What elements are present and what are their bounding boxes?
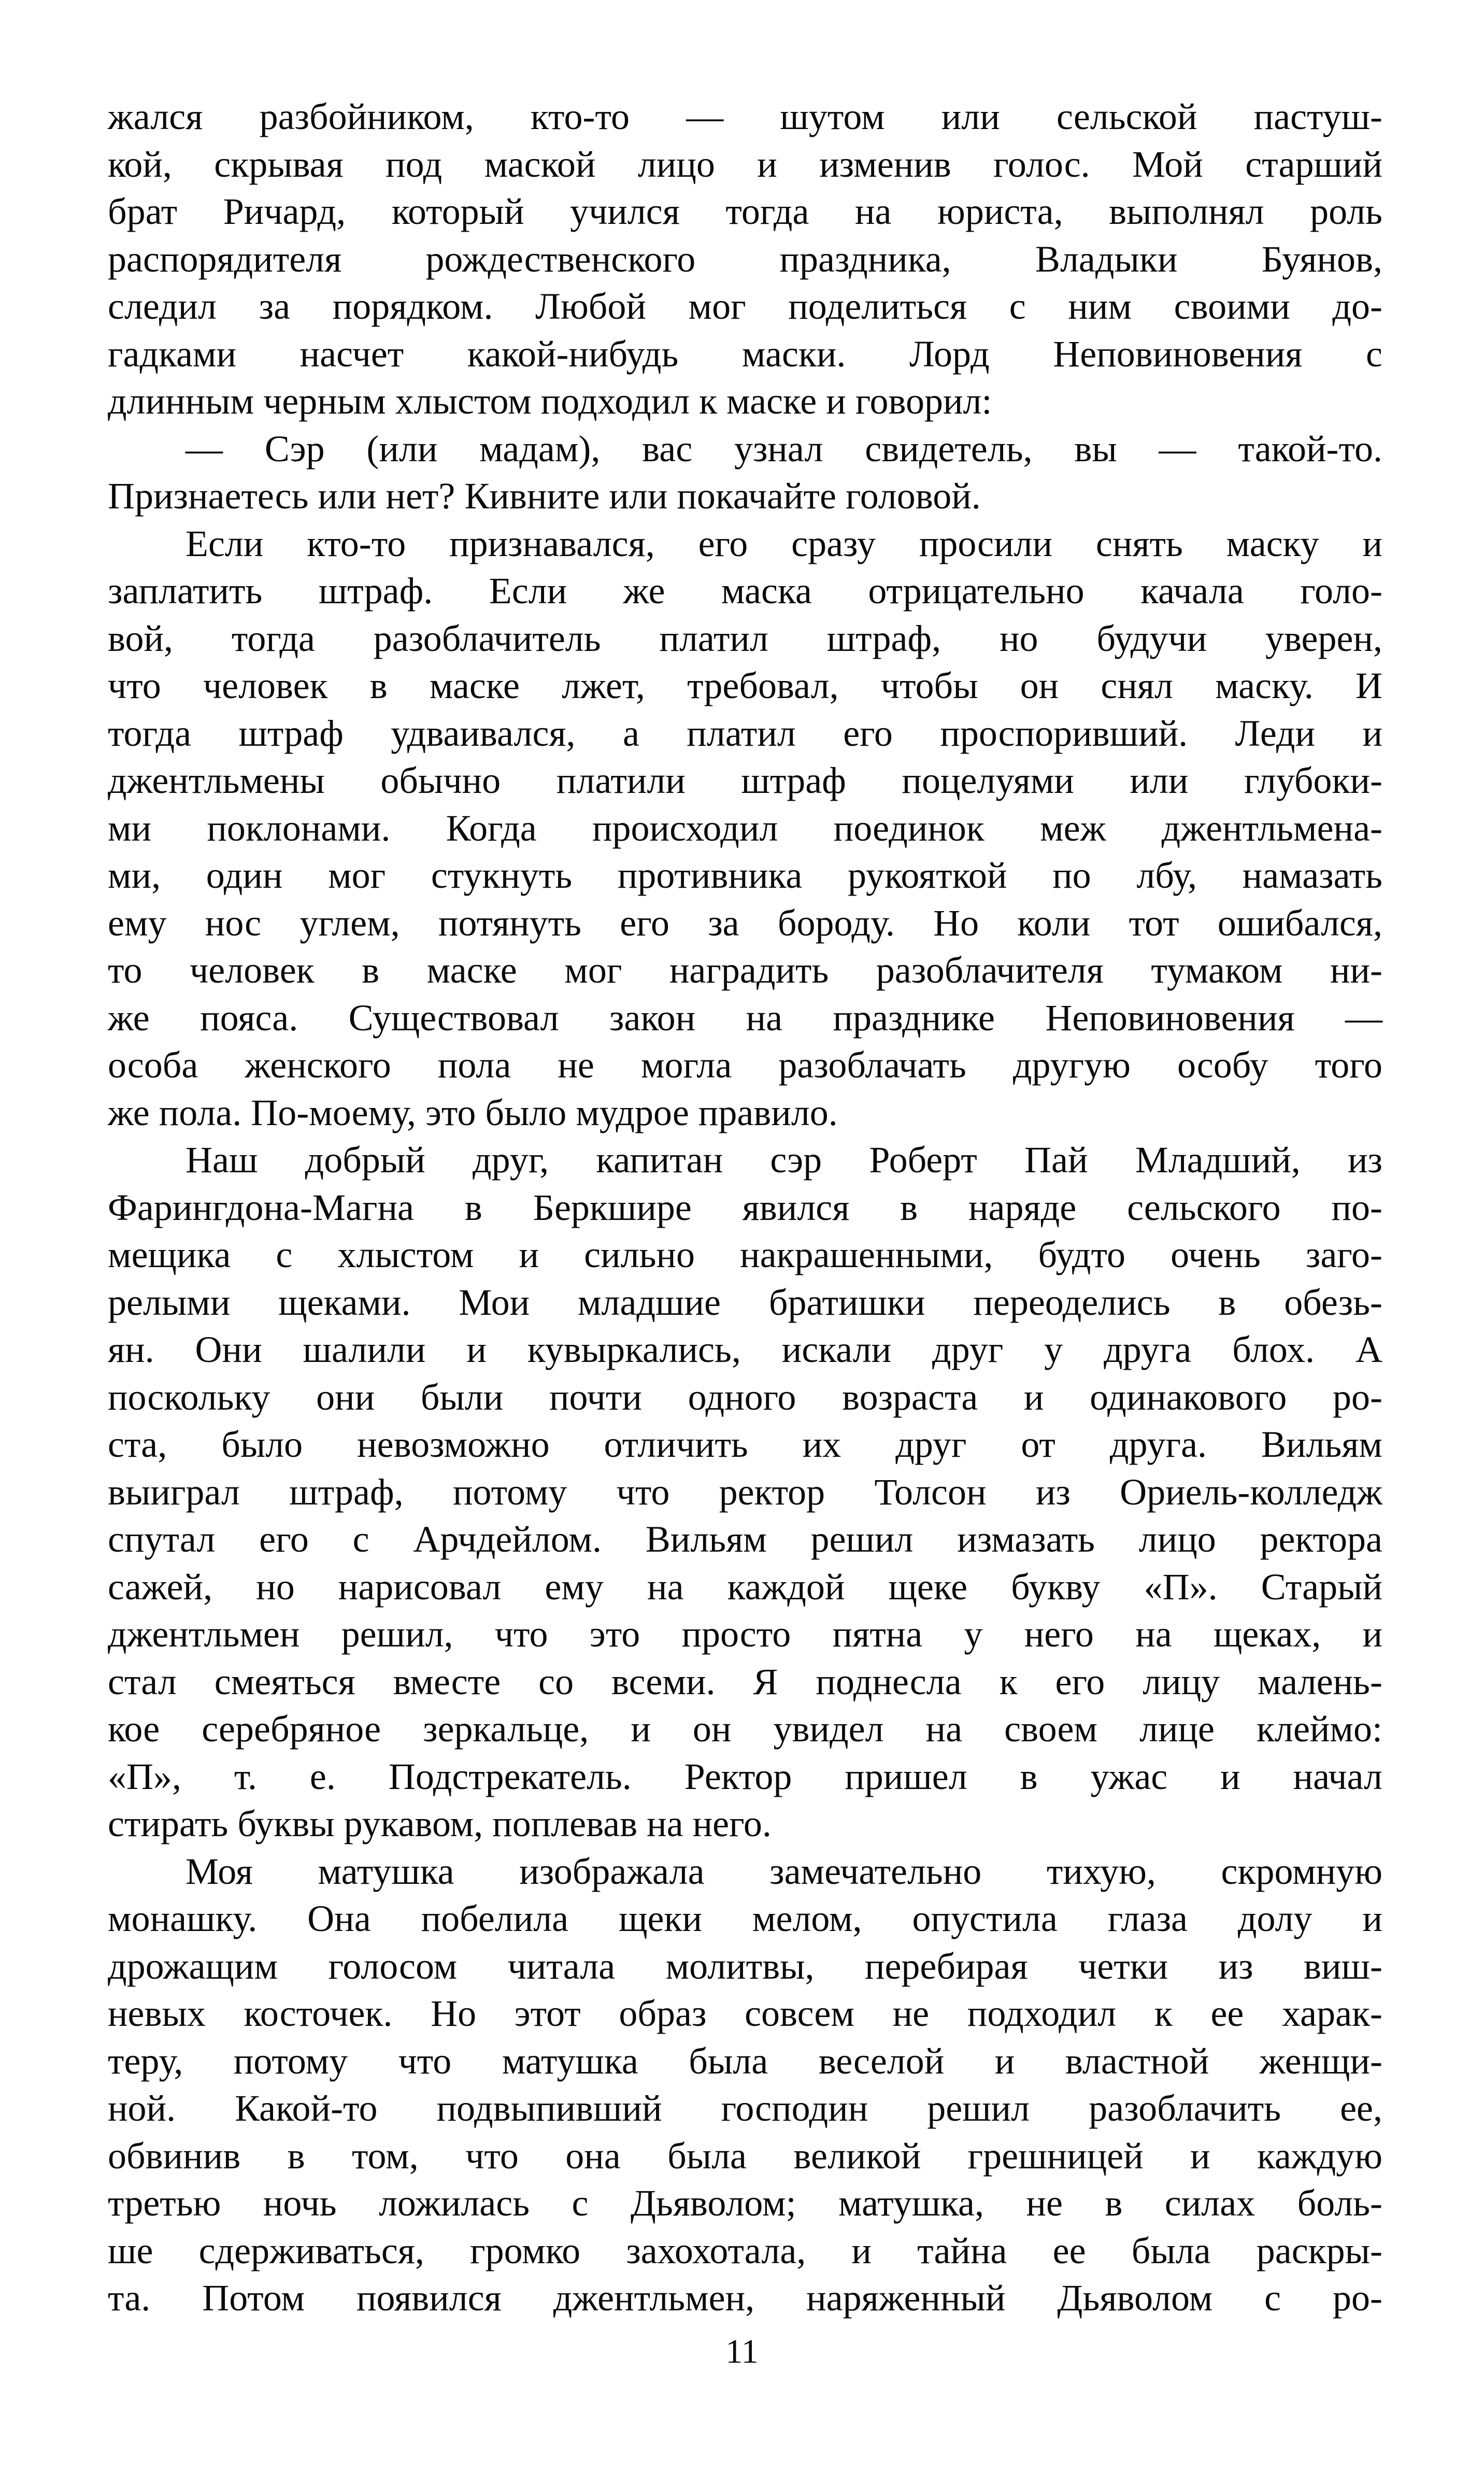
text-line: же пола. По-моему, это было мудрое правило.: [108, 1091, 838, 1133]
text-line: сажей, но нарисовал ему на каждой щеке букву «П». Старый: [108, 1566, 1382, 1608]
text-line: выиграл штраф, потому что ректор Толсон из Ориель-колледж: [108, 1471, 1382, 1513]
text-line: третью ночь ложилась с Дьяволом; матушка, не в силах боль-: [108, 2182, 1382, 2224]
text-line: ми, один мог стукнуть противника рукояткой по лбу, намазать: [108, 855, 1382, 896]
text-line: ему нос углем, потянуть его за бороду. Но коли тот ошибался,: [108, 902, 1382, 944]
text-line: «П», т. е. Подстрекатель. Ректор пришел в ужас и начал: [108, 1755, 1382, 1797]
text-line: заплатить штраф. Если же маска отрицательно качала голо-: [108, 570, 1382, 612]
text-line: невых косточек. Но этот образ совсем не подходил к ее харак-: [108, 1993, 1382, 2034]
text-line: поскольку они были почти одного возраста и одинакового ро-: [108, 1376, 1382, 1418]
text-line: что человек в маске лжет, требовал, чтобы он снял маску. И: [108, 665, 1382, 706]
paragraph: [108, 520, 1382, 1137]
text-line: дрожащим голосом читала молитвы, перебирая четки из виш-: [108, 1945, 1382, 1987]
text-line: джентльмены обычно платили штраф поцелуями или глубоки-: [108, 760, 1382, 801]
text-line: Наш добрый друг, капитан сэр Роберт Пай Младший, из: [186, 1139, 1382, 1181]
paragraph: [108, 425, 1382, 520]
page-body: [108, 93, 1382, 2322]
text-line: ми поклонами. Когда происходил поединок меж джентльмена-: [108, 807, 1382, 849]
text-line: ста, было невозможно отличить их друг от друга. Вильям: [108, 1424, 1382, 1465]
text-line: жался разбойником, кто-то — шутом или сельской пастуш-: [108, 96, 1382, 137]
text-line: вой, тогда разоблачитель платил штраф, но будучи уверен,: [108, 617, 1382, 659]
text-line: стирать буквы рукавом, поплевав на него.: [108, 1803, 772, 1844]
text-line: обвинив в том, что она была великой грешницей и каждую: [108, 2135, 1382, 2177]
text-line: монашку. Она побелила щеки мелом, опустила глаза долу и: [108, 1898, 1382, 1939]
paragraph: [108, 93, 1382, 425]
text-line: ше сдерживаться, громко захохотала, и тайна ее была раскры-: [108, 2230, 1382, 2271]
paragraph: [108, 1137, 1382, 1848]
text-line: брат Ричард, который учился тогда на юриста, выполнял роль: [108, 191, 1382, 232]
text-line: ной. Какой-то подвыпивший господин решил разоблачить ее,: [108, 2088, 1382, 2129]
text-line: Фарингдона-Магна в Беркшире явился в наряде сельского по-: [108, 1186, 1382, 1228]
text-line: теру, потому что матушка была веселой и властной женщи-: [108, 2040, 1382, 2082]
text-line: распорядителя рождественского праздника, Владыки Буянов,: [108, 238, 1382, 280]
text-line: Моя матушка изображала замечательно тихую, скромную: [186, 1850, 1382, 1892]
text-line: гадками насчет какой-нибудь маски. Лорд Неповиновения с: [108, 333, 1382, 375]
text-line: Если кто-то признавался, его сразу просили снять маску и: [186, 522, 1382, 564]
text-line: Признаетесь или нет? Кивните или покачайте головой.: [108, 475, 981, 517]
text-line: длинным черным хлыстом подходил к маске и говорил:: [108, 380, 992, 422]
page-number: 11: [725, 2333, 759, 2370]
text-line: стал смеяться вместе со всеми. Я поднесла к его лицу малень-: [108, 1660, 1382, 1702]
text-line: — Сэр (или мадам), вас узнал свидетель, вы — такой-то.: [186, 428, 1382, 470]
text-line: то человек в маске мог наградить разоблачителя тумаком ни-: [108, 949, 1382, 991]
text-line: тогда штраф удваивался, а платил его проспоривший. Леди и: [108, 712, 1382, 754]
text-line: джентльмен решил, что это просто пятна у него на щеках, и: [108, 1613, 1382, 1655]
text-line: же пояса. Существовал закон на празднике Неповиновения —: [108, 997, 1382, 1039]
text-line: следил за порядком. Любой мог поделиться с ним своими до-: [108, 286, 1382, 327]
text-line: кое серебряное зеркальце, и он увидел на своем лице клеймо:: [108, 1708, 1382, 1750]
text-line: особа женского пола не могла разоблачать другую особу того: [108, 1044, 1382, 1086]
text-line: кой, скрывая под маской лицо и изменив голос. Мой старший: [108, 143, 1382, 185]
text-line: релыми щеками. Мои младшие братишки переоделись в обезь-: [108, 1281, 1382, 1323]
paragraph: [108, 1848, 1382, 2322]
text-line: ян. Они шалили и кувыркались, искали друг у друга блох. А: [108, 1329, 1382, 1370]
text-line: спутал его с Арчдейлом. Вильям решил измазать лицо ректора: [108, 1518, 1382, 1560]
text-line: мещика с хлыстом и сильно накрашенными, будто очень заго-: [108, 1234, 1382, 1275]
text-line: та. Потом появился джентльмен, наряженный Дьяволом с ро-: [108, 2277, 1382, 2319]
